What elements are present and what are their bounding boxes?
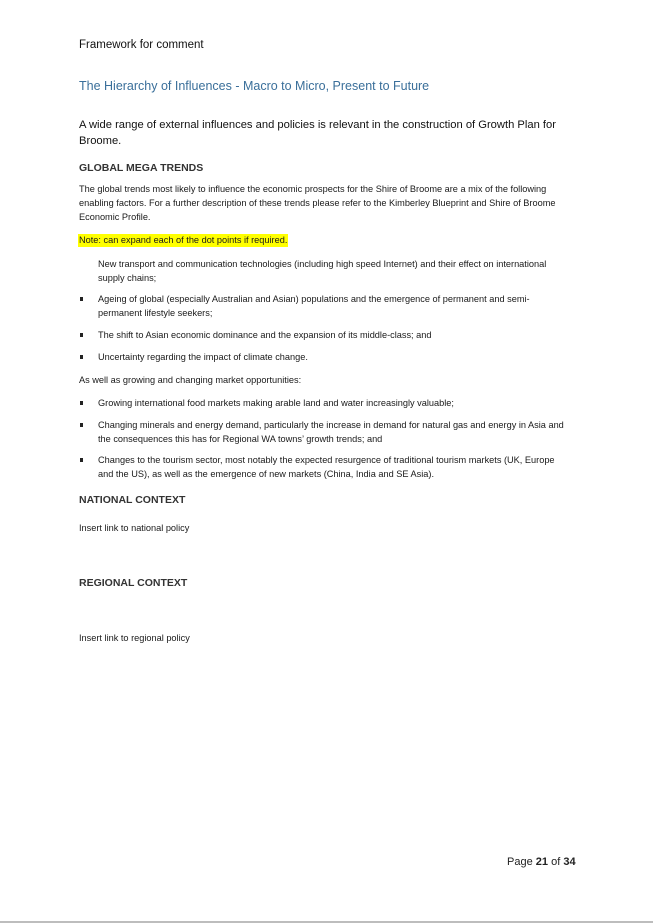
intro-paragraph: A wide range of external influences and policies is relevant in the construction of Growth Plan for Broome. <box>79 119 556 147</box>
list-item-text: The shift to Asian economic dominance and the expansion of its middle-class; and <box>98 330 432 340</box>
page-label: Page <box>507 856 533 868</box>
section-title: The Hierarchy of Influences - Macro to Micro, Present to Future <box>79 79 430 93</box>
market-opportunities-intro: As well as growing and changing market opportunities: <box>79 375 302 385</box>
page-total: 34 <box>563 856 576 868</box>
heading-regional-context: REGIONAL CONTEXT <box>79 577 188 589</box>
list-item-text: Growing international food markets making arable land and water increasingly valuable; <box>98 398 454 408</box>
list-item <box>79 396 569 410</box>
page-current: 21 <box>535 856 549 868</box>
list-item <box>79 418 569 446</box>
running-header: Framework for comment <box>79 39 204 51</box>
global-trends-paragraph: The global trends most likely to influence the economic prospects for the Shire of Broome are a mix of the following enabling factors. For a further description of these trends please refer to the Kimberley Blueprint and Shire of Broome Economic Profile. <box>79 184 556 222</box>
list-item <box>79 257 569 285</box>
list-item <box>79 453 569 481</box>
highlighted-note: Note: can expand each of the dot points if required. <box>79 235 288 245</box>
list-item <box>79 292 569 320</box>
list-item <box>79 350 569 364</box>
regional-policy-placeholder: Insert link to regional policy <box>79 633 190 643</box>
list-item-text: Ageing of global (especially Australian and Asian) populations and the emergence of permanent and semi-permanent lifestyle seekers; <box>98 294 530 318</box>
list-item-text: Changing minerals and energy demand, particularly the increase in demand for natural gas and energy in Asia and the consequences this has for Regional WA towns’ growth trends; and <box>98 420 564 444</box>
of-label: of <box>551 856 561 868</box>
list-item <box>79 328 569 342</box>
heading-global-mega-trends: GLOBAL MEGA TRENDS <box>79 162 204 174</box>
heading-national-context: NATIONAL CONTEXT <box>79 494 186 506</box>
page-number <box>507 856 576 868</box>
list-item-text: Uncertainty regarding the impact of climate change. <box>98 352 308 362</box>
list-item-text: Changes to the tourism sector, most notably the expected resurgence of traditional tourism markets (UK, Europe and the US), as well as the emergence of new markets (China, India and SE Asia). <box>98 455 555 479</box>
list-item-text: New transport and communication technologies (including high speed Internet) and their effect on international supply chains; <box>98 259 547 283</box>
national-policy-placeholder: Insert link to national policy <box>79 523 190 533</box>
